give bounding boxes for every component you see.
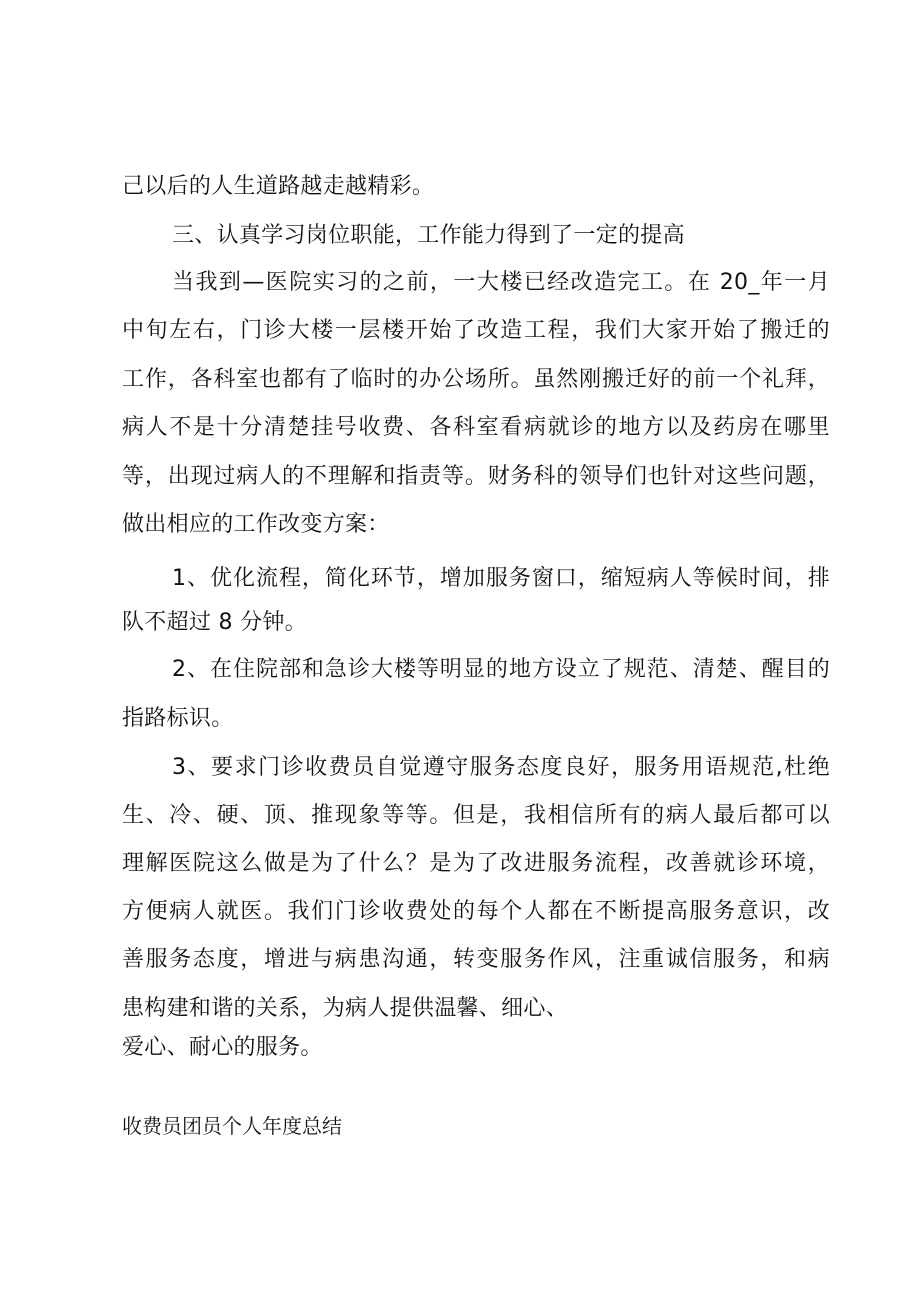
list-item-line: 患构建和谐的关系，为病人提供温馨、细心、 (122, 996, 569, 1021)
paragraph-line: 工作，各科室也都有了临时的办公场所。虽然刚搬迁好的前一个礼拜， (122, 367, 830, 392)
list-item-line: 2、在住院部和急诊大楼等明显的地方设立了规范、清楚、醒目的 (172, 657, 830, 682)
list-item-line: 善服务态度，增进与病患沟通，转变服务作风，注重诚信服务，和病 (122, 947, 830, 972)
list-item-line: 方便病人就医。我们门诊收费处的每个人都在不断提高服务意识，改 (122, 899, 830, 924)
paragraph-line: 中旬左右，门诊大楼一层楼开始了改造工程，我们大家开始了搬迁的 (122, 318, 830, 343)
list-item-line: 3、要求门诊收费员自觉遵守服务态度良好，服务用语规范,杜绝 (172, 755, 830, 780)
list-item-line: 指路标识。 (122, 706, 234, 731)
paragraph-line: 己以后的人生道路越走越精彩。 (122, 174, 435, 199)
paragraph-line: 病人不是十分清楚挂号收费、各科室看病就诊的地方以及药房在哪里 (122, 415, 830, 440)
section-heading: 三、认真学习岗位职能，工作能力得到了一定的提高 (172, 223, 685, 248)
list-item-line: 1、优化流程，简化环节，增加服务窗口，缩短病人等候时间，排 (172, 566, 830, 591)
list-item-line: 理解医院这么做是为了什么？是为了改进服务流程，改善就诊环境， (122, 851, 830, 876)
paragraph-line: 当我到—医院实习的之前，一大楼已经改造完工。在 20_年一月 (172, 270, 830, 295)
paragraph-line: 做出相应的工作改变方案： (122, 512, 390, 537)
list-item-line: 生、冷、硬、顶、推现象等等。但是，我相信所有的病人最后都可以 (122, 803, 830, 828)
paragraph-line: 等，出现过病人的不理解和指责等。财务科的领导们也针对这些问题， (122, 464, 830, 489)
list-item-line: 爱心、耐心的服务。 (122, 1035, 323, 1060)
document-title: 收费员团员个人年度总结 (122, 1114, 342, 1138)
list-item-line: 队不超过 8 分钟。 (122, 610, 307, 635)
